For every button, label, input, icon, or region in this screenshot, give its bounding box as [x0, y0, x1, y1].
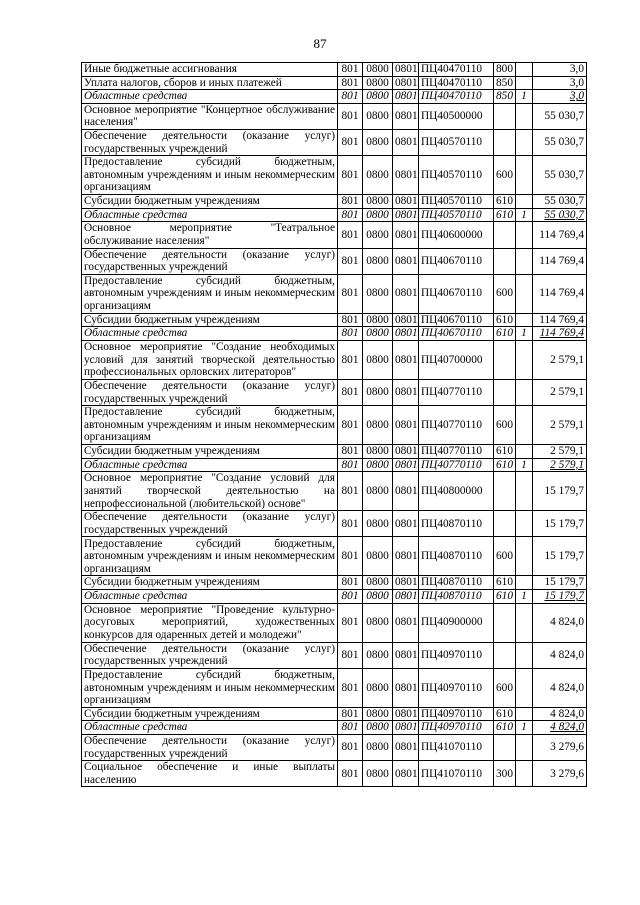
table-row: [82, 129, 587, 155]
subsection-code-cell: 0801: [393, 379, 419, 405]
funding-source-cell: [516, 406, 533, 445]
funding-source-cell: [516, 379, 533, 405]
section-code-cell: 0800: [363, 129, 393, 155]
expense-type-cell: [494, 603, 516, 642]
amount-cell: 15 179,7: [533, 576, 587, 590]
target-article-cell: ПЦ40670110: [419, 274, 494, 313]
item-name-cell: Основное мероприятие "Создание необходимых условий для занятий творческой деятельностью профессиональных орловских литераторов": [82, 340, 338, 379]
department-code-cell: 801: [338, 340, 363, 379]
table-row-regional-funds: [82, 458, 587, 472]
expense-type-cell: [494, 103, 516, 129]
target-article-cell: ПЦ40500000: [419, 103, 494, 129]
item-name-cell: Предоставление субсидий бюджетным, автономным учреждениям и иным некоммерческим организациям: [82, 274, 338, 313]
item-name-cell: Областные средства: [82, 721, 338, 735]
section-code-cell: 0800: [363, 274, 393, 313]
expense-type-cell: 610: [494, 195, 516, 209]
amount-cell: 114 769,4: [533, 274, 587, 313]
expense-type-cell: 610: [494, 208, 516, 222]
item-name-cell: Областные средства: [82, 590, 338, 604]
subsection-code-cell: 0801: [393, 340, 419, 379]
table-row: [82, 445, 587, 459]
funding-source-cell: 1: [516, 327, 533, 341]
target-article-cell: ПЦ40470110: [419, 63, 494, 77]
department-code-cell: 801: [338, 576, 363, 590]
section-code-cell: 0800: [363, 576, 393, 590]
amount-cell: 55 030,7: [533, 129, 587, 155]
item-name-cell: Областные средства: [82, 208, 338, 222]
table-row-regional-funds: [82, 590, 587, 604]
amount-value: 55 030,7: [544, 208, 584, 221]
department-code-cell: 801: [338, 274, 363, 313]
department-code-cell: 801: [338, 76, 363, 90]
target-article-cell: ПЦ40600000: [419, 222, 494, 248]
table-body: [82, 63, 587, 787]
item-name-cell: Субсидии бюджетным учреждениям: [82, 195, 338, 209]
department-code-cell: 801: [338, 313, 363, 327]
section-code-cell: 0800: [363, 590, 393, 604]
section-code-cell: 0800: [363, 445, 393, 459]
subsection-code-cell: 0801: [393, 103, 419, 129]
department-code-cell: 801: [338, 103, 363, 129]
item-name-cell: Основное мероприятие "Театральное обслуживание населения": [82, 222, 338, 248]
section-code-cell: 0800: [363, 222, 393, 248]
funding-source-cell: [516, 195, 533, 209]
department-code-cell: 801: [338, 761, 363, 787]
funding-source-cell: [516, 76, 533, 90]
target-article-cell: ПЦ40670110: [419, 313, 494, 327]
department-code-cell: 801: [338, 735, 363, 761]
department-code-cell: 801: [338, 195, 363, 209]
table-row: [82, 379, 587, 405]
expense-type-cell: 610: [494, 327, 516, 341]
section-code-cell: 0800: [363, 63, 393, 77]
department-code-cell: 801: [338, 511, 363, 537]
section-code-cell: 0800: [363, 668, 393, 707]
target-article-cell: ПЦ40470110: [419, 76, 494, 90]
section-code-cell: 0800: [363, 248, 393, 274]
department-code-cell: 801: [338, 707, 363, 721]
funding-source-cell: [516, 103, 533, 129]
target-article-cell: ПЦ40470110: [419, 90, 494, 104]
department-code-cell: 801: [338, 327, 363, 341]
expense-type-cell: 800: [494, 63, 516, 77]
target-article-cell: ПЦ40770110: [419, 379, 494, 405]
expense-type-cell: [494, 511, 516, 537]
subsection-code-cell: 0801: [393, 327, 419, 341]
section-code-cell: 0800: [363, 313, 393, 327]
subsection-code-cell: 0801: [393, 472, 419, 511]
section-code-cell: 0800: [363, 406, 393, 445]
funding-source-cell: 1: [516, 208, 533, 222]
expense-type-cell: [494, 248, 516, 274]
table-row: [82, 707, 587, 721]
funding-source-cell: [516, 340, 533, 379]
subsection-code-cell: 0801: [393, 313, 419, 327]
department-code-cell: 801: [338, 537, 363, 576]
target-article-cell: ПЦ40800000: [419, 472, 494, 511]
target-article-cell: ПЦ40970110: [419, 721, 494, 735]
target-article-cell: ПЦ41070110: [419, 735, 494, 761]
table-row-regional-funds: [82, 208, 587, 222]
department-code-cell: 801: [338, 208, 363, 222]
funding-source-cell: [516, 274, 533, 313]
item-name-cell: Областные средства: [82, 327, 338, 341]
target-article-cell: ПЦ40670110: [419, 327, 494, 341]
subsection-code-cell: 0801: [393, 222, 419, 248]
expense-type-cell: 610: [494, 458, 516, 472]
table-row: [82, 222, 587, 248]
table-row: [82, 406, 587, 445]
table-row: [82, 248, 587, 274]
table-row: [82, 735, 587, 761]
section-code-cell: 0800: [363, 90, 393, 104]
expense-type-cell: 850: [494, 90, 516, 104]
amount-cell: 3 279,6: [533, 761, 587, 787]
section-code-cell: 0800: [363, 156, 393, 195]
subsection-code-cell: 0801: [393, 511, 419, 537]
table-row: [82, 195, 587, 209]
funding-source-cell: [516, 576, 533, 590]
expense-type-cell: [494, 735, 516, 761]
section-code-cell: 0800: [363, 603, 393, 642]
subsection-code-cell: 0801: [393, 208, 419, 222]
table-row: [82, 472, 587, 511]
amount-cell: 2 579,1: [533, 406, 587, 445]
department-code-cell: 801: [338, 445, 363, 459]
section-code-cell: 0800: [363, 208, 393, 222]
section-code-cell: 0800: [363, 472, 393, 511]
expense-type-cell: [494, 642, 516, 668]
expense-type-cell: 850: [494, 76, 516, 90]
subsection-code-cell: 0801: [393, 721, 419, 735]
target-article-cell: ПЦ40870110: [419, 511, 494, 537]
target-article-cell: ПЦ40570110: [419, 208, 494, 222]
amount-cell: 15 179,7: [533, 537, 587, 576]
table-row-regional-funds: [82, 721, 587, 735]
section-code-cell: 0800: [363, 537, 393, 576]
amount-cell: 114 769,4: [533, 313, 587, 327]
item-name-cell: Обеспечение деятельности (оказание услуг) государственных учреждений: [82, 248, 338, 274]
target-article-cell: ПЦ40770110: [419, 458, 494, 472]
department-code-cell: 801: [338, 222, 363, 248]
amount-cell: [533, 208, 587, 222]
item-name-cell: Областные средства: [82, 458, 338, 472]
funding-source-cell: [516, 313, 533, 327]
subsection-code-cell: 0801: [393, 274, 419, 313]
item-name-cell: Субсидии бюджетным учреждениям: [82, 313, 338, 327]
amount-cell: 55 030,7: [533, 103, 587, 129]
department-code-cell: 801: [338, 248, 363, 274]
section-code-cell: 0800: [363, 458, 393, 472]
section-code-cell: 0800: [363, 76, 393, 90]
department-code-cell: 801: [338, 668, 363, 707]
funding-source-cell: [516, 511, 533, 537]
item-name-cell: Предоставление субсидий бюджетным, автономным учреждениям и иным некоммерческим организациям: [82, 537, 338, 576]
table-row: [82, 76, 587, 90]
budget-table: [81, 62, 587, 787]
amount-cell: [533, 90, 587, 104]
item-name-cell: Обеспечение деятельности (оказание услуг) государственных учреждений: [82, 642, 338, 668]
amount-cell: 55 030,7: [533, 195, 587, 209]
target-article-cell: ПЦ40900000: [419, 603, 494, 642]
table-row: [82, 274, 587, 313]
item-name-cell: Субсидии бюджетным учреждениям: [82, 707, 338, 721]
section-code-cell: 0800: [363, 721, 393, 735]
table-row-regional-funds: [82, 90, 587, 104]
department-code-cell: 801: [338, 406, 363, 445]
amount-cell: 55 030,7: [533, 156, 587, 195]
funding-source-cell: [516, 222, 533, 248]
subsection-code-cell: 0801: [393, 129, 419, 155]
amount-cell: 114 769,4: [533, 248, 587, 274]
subsection-code-cell: 0801: [393, 76, 419, 90]
department-code-cell: 801: [338, 642, 363, 668]
department-code-cell: 801: [338, 458, 363, 472]
amount-cell: 4 824,0: [533, 707, 587, 721]
expense-type-cell: 300: [494, 761, 516, 787]
funding-source-cell: [516, 668, 533, 707]
funding-source-cell: [516, 735, 533, 761]
department-code-cell: 801: [338, 590, 363, 604]
expense-type-cell: 600: [494, 274, 516, 313]
subsection-code-cell: 0801: [393, 458, 419, 472]
funding-source-cell: [516, 603, 533, 642]
expense-type-cell: 600: [494, 156, 516, 195]
amount-cell: 3 279,6: [533, 735, 587, 761]
subsection-code-cell: 0801: [393, 195, 419, 209]
table-row: [82, 156, 587, 195]
table-row: [82, 761, 587, 787]
subsection-code-cell: 0801: [393, 248, 419, 274]
funding-source-cell: [516, 63, 533, 77]
expense-type-cell: 610: [494, 445, 516, 459]
department-code-cell: 801: [338, 90, 363, 104]
subsection-code-cell: 0801: [393, 156, 419, 195]
section-code-cell: 0800: [363, 103, 393, 129]
subsection-code-cell: 0801: [393, 590, 419, 604]
item-name-cell: Предоставление субсидий бюджетным, автономным учреждениям и иным некоммерческим организациям: [82, 406, 338, 445]
funding-source-cell: [516, 472, 533, 511]
target-article-cell: ПЦ40700000: [419, 340, 494, 379]
target-article-cell: ПЦ40570110: [419, 195, 494, 209]
amount-cell: 3,0: [533, 76, 587, 90]
funding-source-cell: 1: [516, 90, 533, 104]
item-name-cell: Основное мероприятие "Концертное обслуживание населения": [82, 103, 338, 129]
target-article-cell: ПЦ40970110: [419, 707, 494, 721]
expense-type-cell: 610: [494, 590, 516, 604]
target-article-cell: ПЦ40870110: [419, 590, 494, 604]
funding-source-cell: 1: [516, 458, 533, 472]
amount-cell: 114 769,4: [533, 222, 587, 248]
table-row: [82, 511, 587, 537]
amount-cell: 2 579,1: [533, 340, 587, 379]
subsection-code-cell: 0801: [393, 63, 419, 77]
item-name-cell: Субсидии бюджетным учреждениям: [82, 445, 338, 459]
expense-type-cell: 610: [494, 721, 516, 735]
table-row: [82, 63, 587, 77]
table-row: [82, 603, 587, 642]
subsection-code-cell: 0801: [393, 445, 419, 459]
amount-cell: 4 824,0: [533, 668, 587, 707]
expense-type-cell: 610: [494, 576, 516, 590]
department-code-cell: 801: [338, 379, 363, 405]
amount-cell: [533, 721, 587, 735]
item-name-cell: Обеспечение деятельности (оказание услуг) государственных учреждений: [82, 735, 338, 761]
item-name-cell: Областные средства: [82, 90, 338, 104]
funding-source-cell: 1: [516, 590, 533, 604]
funding-source-cell: [516, 248, 533, 274]
section-code-cell: 0800: [363, 340, 393, 379]
funding-source-cell: [516, 707, 533, 721]
item-name-cell: Обеспечение деятельности (оказание услуг) государственных учреждений: [82, 511, 338, 537]
target-article-cell: ПЦ40770110: [419, 445, 494, 459]
subsection-code-cell: 0801: [393, 642, 419, 668]
item-name-cell: Уплата налогов, сборов и иных платежей: [82, 76, 338, 90]
amount-value: 4 824,0: [550, 721, 584, 734]
section-code-cell: 0800: [363, 379, 393, 405]
table-row: [82, 340, 587, 379]
subsection-code-cell: 0801: [393, 576, 419, 590]
amount-cell: 3,0: [533, 63, 587, 77]
amount-value: 15 179,7: [544, 590, 584, 603]
amount-cell: 15 179,7: [533, 472, 587, 511]
section-code-cell: 0800: [363, 735, 393, 761]
expense-type-cell: 600: [494, 668, 516, 707]
amount-cell: 2 579,1: [533, 445, 587, 459]
department-code-cell: 801: [338, 156, 363, 195]
section-code-cell: 0800: [363, 642, 393, 668]
target-article-cell: ПЦ40870110: [419, 537, 494, 576]
subsection-code-cell: 0801: [393, 761, 419, 787]
amount-cell: 4 824,0: [533, 603, 587, 642]
item-name-cell: Предоставление субсидий бюджетным, автономным учреждениям и иным некоммерческим организациям: [82, 156, 338, 195]
table-row: [82, 313, 587, 327]
item-name-cell: Обеспечение деятельности (оказание услуг) государственных учреждений: [82, 379, 338, 405]
funding-source-cell: [516, 761, 533, 787]
item-name-cell: Основное мероприятие "Проведение культурно-досуговых мероприятий, художественных конкурсов для одаренных детей и молодежи": [82, 603, 338, 642]
section-code-cell: 0800: [363, 195, 393, 209]
table-row: [82, 668, 587, 707]
target-article-cell: ПЦ40970110: [419, 668, 494, 707]
target-article-cell: ПЦ40570110: [419, 156, 494, 195]
item-name-cell: Предоставление субсидий бюджетным, автономным учреждениям и иным некоммерческим организациям: [82, 668, 338, 707]
target-article-cell: ПЦ40870110: [419, 576, 494, 590]
amount-cell: [533, 458, 587, 472]
table-row: [82, 103, 587, 129]
section-code-cell: 0800: [363, 327, 393, 341]
table-row: [82, 576, 587, 590]
subsection-code-cell: 0801: [393, 603, 419, 642]
expense-type-cell: [494, 340, 516, 379]
expense-type-cell: 610: [494, 707, 516, 721]
funding-source-cell: [516, 129, 533, 155]
item-name-cell: Иные бюджетные ассигнования: [82, 63, 338, 77]
department-code-cell: 801: [338, 129, 363, 155]
expense-type-cell: 600: [494, 537, 516, 576]
subsection-code-cell: 0801: [393, 90, 419, 104]
subsection-code-cell: 0801: [393, 707, 419, 721]
section-code-cell: 0800: [363, 707, 393, 721]
target-article-cell: ПЦ40970110: [419, 642, 494, 668]
item-name-cell: Основное мероприятие "Создание условий для занятий творческой деятельностью на непрофессиональной (любительской) основе": [82, 472, 338, 511]
section-code-cell: 0800: [363, 511, 393, 537]
item-name-cell: Обеспечение деятельности (оказание услуг) государственных учреждений: [82, 129, 338, 155]
target-article-cell: ПЦ40770110: [419, 406, 494, 445]
subsection-code-cell: 0801: [393, 668, 419, 707]
funding-source-cell: [516, 445, 533, 459]
expense-type-cell: [494, 472, 516, 511]
target-article-cell: ПЦ40670110: [419, 248, 494, 274]
table-row: [82, 537, 587, 576]
amount-value: 114 769,4: [539, 327, 584, 340]
item-name-cell: Социальное обеспечение и иные выплаты населению: [82, 761, 338, 787]
subsection-code-cell: 0801: [393, 537, 419, 576]
section-code-cell: 0800: [363, 761, 393, 787]
item-name-cell: Субсидии бюджетным учреждениям: [82, 576, 338, 590]
amount-cell: [533, 590, 587, 604]
page-number: 87: [313, 36, 327, 51]
funding-source-cell: [516, 156, 533, 195]
expense-type-cell: 600: [494, 406, 516, 445]
target-article-cell: ПЦ40570110: [419, 129, 494, 155]
amount-cell: 15 179,7: [533, 511, 587, 537]
department-code-cell: 801: [338, 472, 363, 511]
amount-cell: 2 579,1: [533, 379, 587, 405]
department-code-cell: 801: [338, 721, 363, 735]
expense-type-cell: [494, 222, 516, 248]
expense-type-cell: [494, 129, 516, 155]
funding-source-cell: [516, 642, 533, 668]
department-code-cell: 801: [338, 63, 363, 77]
table-row-regional-funds: [82, 327, 587, 341]
subsection-code-cell: 0801: [393, 735, 419, 761]
expense-type-cell: [494, 379, 516, 405]
amount-cell: [533, 327, 587, 341]
department-code-cell: 801: [338, 603, 363, 642]
amount-cell: 4 824,0: [533, 642, 587, 668]
target-article-cell: ПЦ41070110: [419, 761, 494, 787]
expense-type-cell: 610: [494, 313, 516, 327]
amount-value: 3,0: [569, 90, 584, 103]
amount-value: 2 579,1: [550, 458, 584, 471]
funding-source-cell: 1: [516, 721, 533, 735]
subsection-code-cell: 0801: [393, 406, 419, 445]
table-row: [82, 642, 587, 668]
funding-source-cell: [516, 537, 533, 576]
